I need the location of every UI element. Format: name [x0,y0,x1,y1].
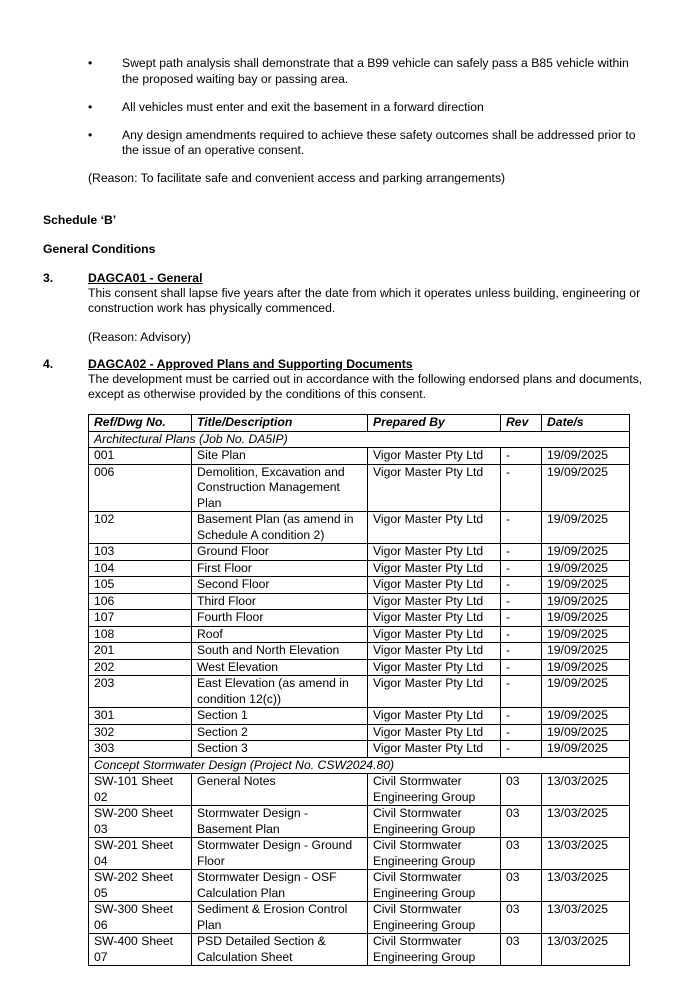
cell-rev: - [501,544,542,561]
cell-title: Stormwater Design - Ground Floor [192,838,368,870]
cell-title: East Elevation (as amend in condition 12(c)) [192,676,368,708]
table-row [89,838,630,870]
table-row [89,593,630,610]
cell-prepared-by: Vigor Master Pty Ltd [368,626,501,643]
table-row [89,741,630,758]
bullet-list [88,56,648,171]
condition-body [88,271,648,345]
cell-prepared-by: Vigor Master Pty Ltd [368,560,501,577]
cell-prepared-by: Vigor Master Pty Ltd [368,577,501,594]
cell-prepared-by: Vigor Master Pty Ltd [368,544,501,561]
cell-date: 19/09/2025 [542,610,630,627]
cell-date: 19/09/2025 [542,448,630,465]
cell-prepared-by: Vigor Master Pty Ltd [368,448,501,465]
reason-access: (Reason: To facilitate safe and convenient access and parking arrangements) [88,171,506,185]
cell-ref: 006 [89,464,192,512]
table-row [89,626,630,643]
cell-date: 19/09/2025 [542,741,630,758]
table-row [89,643,630,660]
cell-date: 19/09/2025 [542,643,630,660]
cell-date: 19/09/2025 [542,560,630,577]
condition-number: 4. [43,357,54,371]
cell-prepared-by: Vigor Master Pty Ltd [368,593,501,610]
cell-ref: 203 [89,676,192,708]
header-date: Date/s [542,415,630,432]
cell-rev: - [501,464,542,512]
cell-date: 13/03/2025 [542,934,630,966]
cell-ref: SW-202 Sheet 05 [89,870,192,902]
cell-rev: - [501,708,542,725]
cell-rev: 03 [501,934,542,966]
cell-ref: SW-201 Sheet 04 [89,838,192,870]
condition-text: The development must be carried out in accordance with the following endorsed plans and documents, except as otherwise provided by the conditions of this consent. [88,372,643,401]
header-prepared-by: Prepared By [368,415,501,432]
cell-rev: - [501,643,542,660]
cell-ref: 104 [89,560,192,577]
table-row [89,448,630,465]
table-row [89,610,630,627]
condition-reason: (Reason: Advisory) [88,330,191,344]
cell-date: 13/03/2025 [542,774,630,806]
table-header-row [89,415,630,432]
cell-title: Site Plan [192,448,368,465]
cell-title: Demolition, Excavation and Construction Management Plan [192,464,368,512]
cell-prepared-by: Vigor Master Pty Ltd [368,659,501,676]
cell-rev: - [501,512,542,544]
cell-ref: SW-400 Sheet 07 [89,934,192,966]
header-rev: Rev [501,415,542,432]
bullet-icon: • [88,99,93,114]
cell-prepared-by: Civil Stormwater Engineering Group [368,870,501,902]
table-row [89,708,630,725]
condition-title: DAGCA02 - Approved Plans and Supporting Documents [88,357,413,371]
header-ref: Ref/Dwg No. [89,415,192,432]
cell-prepared-by: Civil Stormwater Engineering Group [368,902,501,934]
bullet-item [88,56,648,87]
table-row [89,676,630,708]
table-row [89,902,630,934]
cell-date: 13/03/2025 [542,902,630,934]
table-row [89,512,630,544]
table-row [89,560,630,577]
cell-ref: 201 [89,643,192,660]
bullet-text: Any design amendments required to achieve these safety outcomes shall be addressed prior to the issue of an operative consent. [122,127,636,157]
bullet-item [88,100,648,116]
cell-date: 13/03/2025 [542,838,630,870]
cell-date: 19/09/2025 [542,659,630,676]
cell-rev: - [501,626,542,643]
cell-prepared-by: Vigor Master Pty Ltd [368,464,501,512]
cell-ref: SW-200 Sheet 03 [89,806,192,838]
cell-ref: 107 [89,610,192,627]
bullet-text: All vehicles must enter and exit the basement in a forward direction [122,99,484,114]
cell-ref: 302 [89,724,192,741]
group-label: Architectural Plans (Job No. DA5IP) [89,431,630,448]
cell-title: Basement Plan (as amend in Schedule A condition 2) [192,512,368,544]
cell-prepared-by: Vigor Master Pty Ltd [368,676,501,708]
cell-date: 19/09/2025 [542,512,630,544]
cell-rev: 03 [501,902,542,934]
bullet-icon: • [88,56,93,70]
cell-title: Sediment & Erosion Control Plan [192,902,368,934]
cell-title: Third Floor [192,593,368,610]
general-conditions-heading: General Conditions [43,242,156,256]
cell-ref: 106 [89,593,192,610]
cell-title: Section 1 [192,708,368,725]
condition-title: DAGCA01 - General [88,271,203,285]
bullet-item [88,128,648,159]
cell-date: 19/09/2025 [542,708,630,725]
table-row [89,724,630,741]
cell-date: 19/09/2025 [542,626,630,643]
table-group-row [89,757,630,774]
cell-date: 19/09/2025 [542,544,630,561]
cell-ref: SW-101 Sheet 02 [89,774,192,806]
cell-ref: 001 [89,448,192,465]
cell-prepared-by: Vigor Master Pty Ltd [368,708,501,725]
cell-title: PSD Detailed Section & Calculation Sheet [192,934,368,966]
cell-ref: 202 [89,659,192,676]
cell-title: Stormwater Design - OSF Calculation Plan [192,870,368,902]
cell-rev: - [501,577,542,594]
condition-text: This consent shall lapse five years after the date from which it operates unless building, engineering or construction work has physically commenced. [88,286,641,315]
table-row [89,934,630,966]
cell-title: Roof [192,626,368,643]
group-label: Concept Stormwater Design (Project No. CSW2024.80) [89,757,630,774]
cell-title: Fourth Floor [192,610,368,627]
cell-title: General Notes [192,774,368,806]
cell-title: South and North Elevation [192,643,368,660]
cell-rev: - [501,560,542,577]
cell-date: 13/03/2025 [542,806,630,838]
cell-rev: - [501,448,542,465]
cell-prepared-by: Vigor Master Pty Ltd [368,724,501,741]
cell-date: 19/09/2025 [542,724,630,741]
bullet-icon: • [88,127,93,142]
cell-rev: 03 [501,774,542,806]
cell-date: 13/03/2025 [542,870,630,902]
cell-ref: SW-300 Sheet 06 [89,902,192,934]
cell-date: 19/09/2025 [542,593,630,610]
cell-rev: 03 [501,870,542,902]
cell-prepared-by: Civil Stormwater Engineering Group [368,934,501,966]
approved-plans-table [88,414,630,966]
cell-rev: - [501,724,542,741]
table-row [89,870,630,902]
table-row [89,544,630,561]
schedule-heading: Schedule ‘B’ [43,213,117,227]
bullet-text: Swept path analysis shall demonstrate that a B99 vehicle can safely pass a B85 vehicle within the proposed waiting bay or passing area. [122,56,629,86]
cell-title: West Elevation [192,659,368,676]
cell-ref: 108 [89,626,192,643]
cell-title: Second Floor [192,577,368,594]
cell-title: Section 3 [192,741,368,758]
cell-ref: 103 [89,544,192,561]
cell-rev: - [501,659,542,676]
cell-rev: - [501,676,542,708]
cell-prepared-by: Vigor Master Pty Ltd [368,643,501,660]
cell-rev: - [501,610,542,627]
cell-date: 19/09/2025 [542,577,630,594]
table-group-row [89,431,630,448]
cell-rev: - [501,741,542,758]
cell-rev: 03 [501,806,542,838]
condition-body [88,357,648,402]
cell-prepared-by: Vigor Master Pty Ltd [368,741,501,758]
cell-prepared-by: Civil Stormwater Engineering Group [368,774,501,806]
cell-ref: 102 [89,512,192,544]
cell-prepared-by: Civil Stormwater Engineering Group [368,838,501,870]
table-row [89,806,630,838]
cell-ref: 301 [89,708,192,725]
cell-prepared-by: Vigor Master Pty Ltd [368,610,501,627]
cell-rev: - [501,593,542,610]
cell-date: 19/09/2025 [542,676,630,708]
condition-number: 3. [43,271,54,285]
cell-rev: 03 [501,838,542,870]
cell-date: 19/09/2025 [542,464,630,512]
table-row [89,464,630,512]
cell-title: Ground Floor [192,544,368,561]
cell-title: Stormwater Design - Basement Plan [192,806,368,838]
table-body [89,431,630,966]
cell-ref: 105 [89,577,192,594]
cell-ref: 303 [89,741,192,758]
table-row [89,577,630,594]
header-title: Title/Description [192,415,368,432]
cell-title: Section 2 [192,724,368,741]
table-row [89,659,630,676]
cell-prepared-by: Vigor Master Pty Ltd [368,512,501,544]
cell-prepared-by: Civil Stormwater Engineering Group [368,806,501,838]
table-row [89,774,630,806]
cell-title: First Floor [192,560,368,577]
